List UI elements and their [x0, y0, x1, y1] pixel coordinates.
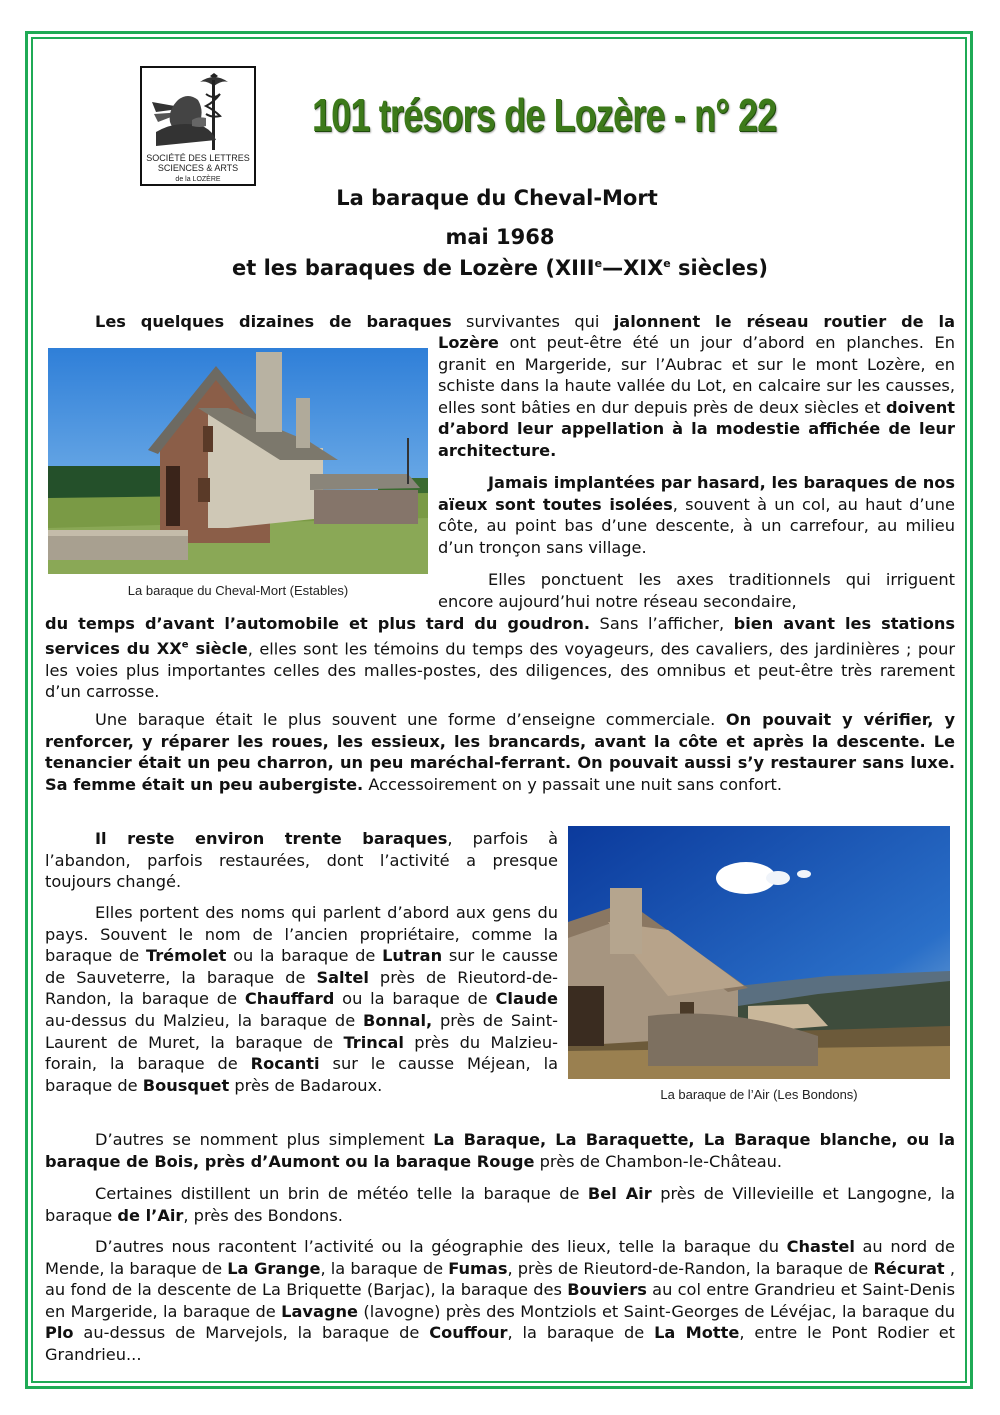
p6-text: ou la baraque de: [334, 989, 496, 1009]
p8-text-e: , près des Bondons.: [183, 1205, 343, 1225]
p6-name-saltel: Saltel: [316, 967, 369, 987]
p1-text-b: survivantes qui: [451, 312, 614, 331]
p9-name-couffour: Couffour: [429, 1323, 508, 1343]
p8-bold-air: de l’Air: [117, 1205, 184, 1225]
subtitle-sup-b: e: [663, 257, 671, 270]
p9-text: (lavogne) près des Montziols et Saint-Georges de Lévéjac, la baraque du: [357, 1301, 955, 1321]
subtitle-main: et les baraques de Lozère: [231, 256, 546, 280]
logo-text-line3: de la LOZÈRE: [175, 176, 221, 183]
p9-name-la-grange: La Grange: [227, 1258, 321, 1278]
p6-name-claude: Claude: [495, 989, 558, 1009]
p6-text: près de Saint-Laurent de Muret, la baraque de: [45, 1010, 558, 1052]
p9-text: , près de Rieutord-de-Randon, la baraque de: [507, 1258, 874, 1278]
p7-bold-b: La Baraque, La Baraquette, La Baraque blanche, ou la baraque de Bois, près d’Aumont ou la baraque Rouge: [45, 1130, 955, 1171]
paragraph-8: [45, 1183, 955, 1226]
p6-text: sur le causse de Sauveterre, la baraque de: [45, 946, 558, 987]
p9-text: , entre le Pont Rodier et Grandrieu...: [45, 1323, 955, 1364]
p6-text: ou la baraque de: [226, 946, 383, 966]
p9-text: , la baraque de: [320, 1258, 449, 1278]
p3-text-f: , elles sont les témoins du temps des voyageurs, des cavaliers, des jardinières ; pour les voies plus importantes celles des malles-postes, des diligences, des omnibus et peut-être très rarement d’un carrosse.: [45, 638, 955, 702]
p4-text-a: Une baraque était le plus souvent une forme d’enseigne commerciale.: [95, 710, 726, 729]
p8-text-c: près de Villevieille et Langogne, la baraque: [45, 1184, 956, 1225]
hermes-emblem-icon: [148, 72, 248, 152]
article-date: mai 1968: [445, 225, 555, 249]
p9-name-lavagne: Lavagne: [281, 1301, 358, 1321]
p7-text-c: près de Chambon-le-Château.: [534, 1151, 783, 1171]
paragraph-2: [438, 472, 955, 558]
paragraph-4: [45, 709, 955, 795]
photo-baraque-air-caption: La baraque de l’Air (Les Bondons): [660, 1087, 858, 1102]
paragraph-6: [45, 902, 558, 1096]
article-title: La baraque du Cheval-Mort: [336, 186, 658, 210]
p3-text-a: Elles ponctuent les axes traditionnels qui irriguent encore aujourd’hui notre réseau secondaire,: [438, 570, 955, 611]
p6-text: Elles portent des noms qui parlent d’abord aux gens du pays. Souvent le nom de l’ancien propriétaire, comme la baraque de: [45, 903, 558, 966]
subtitle-sup-a: e: [594, 257, 603, 270]
p9-name-la-motte: La Motte: [654, 1323, 740, 1343]
photo-cheval-mort: [48, 348, 428, 574]
subtitle-century-a: (XIII: [545, 256, 595, 280]
p6-text: sur le causse Méjean, la baraque de: [45, 1054, 559, 1095]
p6-name-bousquet: Bousquet: [142, 1075, 230, 1095]
p3-sup: e: [181, 639, 189, 651]
p6-name-rocanti: Rocanti: [250, 1054, 320, 1074]
p4-bold-b: On pouvait y vérifier, y renforcer, y réparer les roues, les essieux, les brancards, avant la côte et après la descente. Le tenancier était un peu charron, un peu maréchal-ferrant. On pouvait aussi s’y restaurer sans luxe. Sa femme était un peu aubergiste.: [45, 710, 955, 794]
p1-text-d: ont peut-être été un jour d’abord en planches. En granit en Margeride, sur l’Aubrac et sur le mont Lozère, en schiste dans la haute vallée du Lot, en calcaire sur les causses, elles sont bâties en dur depuis près de deux siècles et: [438, 333, 955, 417]
paragraph-5: [45, 828, 558, 893]
p5-bold-a: Il reste environ trente baraques: [95, 829, 448, 848]
p3-text-c: Sans l’afficher,: [590, 614, 734, 633]
p2-bold-a: Jamais implantées par hasard, les baraques de nos aïeux sont toutes isolées: [438, 473, 955, 514]
p9-text: au nord de Mende, la baraque de: [45, 1237, 955, 1278]
p4-text-c: Accessoirement on y passait une nuit sans confort.: [363, 774, 783, 794]
photo-baraque-air: [568, 826, 950, 1079]
p9-text: , au fond de la descente de La Briquette (Barjac), la baraque des: [45, 1258, 956, 1300]
p2-text-b: , souvent à un col, au haut d’une côte, au point bas d’une descente, à un carrefour, au milieu d’un tronçon sans village.: [438, 494, 956, 557]
paragraph-7: [45, 1129, 955, 1172]
p5-text-b: , parfois à l’abandon, parfois restaurées, dont l’activité a presque toujours changé.: [45, 829, 558, 892]
p9-text: , la baraque de: [507, 1323, 655, 1343]
p9-name-chastel: Chastel: [786, 1237, 855, 1256]
logo-text-line2: SCIENCES & ARTS: [157, 163, 239, 173]
p6-name-bonnal: Bonnal,: [363, 1010, 433, 1030]
subtitle-centuries: siècles): [670, 256, 768, 280]
paragraph-1-line1: [45, 311, 955, 333]
p1-bold-a: Les quelques dizaines de baraques: [95, 312, 452, 331]
p6-text: au-dessus du Malzieu, la baraque de: [45, 1010, 364, 1030]
paragraph-9: [45, 1236, 955, 1366]
p6-text: près de Badaroux.: [229, 1075, 383, 1095]
paragraph-1: [438, 332, 955, 462]
p1-bold-c: jalonnent le réseau routier de la: [613, 312, 955, 331]
p3-bold-e: siècle: [188, 638, 248, 658]
p3-bold-d-text: bien avant les stations services du XX: [45, 614, 955, 658]
p6-name-trincal: Trincal: [343, 1032, 404, 1052]
p7-text-a: D’autres se nomment plus simplement: [95, 1130, 434, 1149]
p6-name-lutran: Lutran: [382, 946, 443, 966]
paragraph-3-start: [438, 569, 955, 612]
p9-name-bouviers: Bouviers: [567, 1280, 647, 1300]
p6-name-chauffard: Chauffard: [244, 989, 335, 1009]
logo-text-line1: SOCIÉTÉ DES LETTRES: [146, 153, 250, 163]
paragraph-3: [45, 613, 955, 703]
p9-name-plo: Plo: [45, 1323, 74, 1343]
p1-bold-e: doivent d’abord leur appellation à la modestie affichée de leur architecture.: [438, 397, 955, 460]
p9-text: au col entre Grandrieu et Saint-Denis en Margeride, la baraque de: [45, 1280, 955, 1321]
p1-bold-lozere: Lozère: [438, 333, 499, 352]
photo-cheval-mort-caption: La baraque du Cheval-Mort (Estables): [127, 583, 349, 598]
p6-text: près du Malzieu-forain, la baraque de: [45, 1032, 558, 1074]
p8-bold-belair: Bel Air: [587, 1184, 652, 1203]
subtitle-century-b: —XIX: [602, 256, 664, 280]
p3-bold-b: du temps d’avant l’automobile et plus tard du goudron.: [45, 614, 591, 633]
article-subtitle: [0, 256, 1000, 280]
p9-text: D’autres nous racontent l’activité ou la géographie des lieux, telle la baraque du: [95, 1237, 787, 1256]
p9-name-recurat: Récurat: [873, 1258, 945, 1278]
society-logo: [140, 66, 256, 186]
series-title: 101 trésors de Lozère - n° 22: [312, 89, 777, 141]
p8-text-a: Certaines distillent un brin de météo telle la baraque de: [95, 1184, 588, 1203]
p6-text: près de Rieutord-de-Randon, la baraque de: [45, 967, 558, 1009]
p6-name-tremolet: Trémolet: [145, 946, 227, 966]
p9-text: au-dessus de Marvejols, la baraque de: [73, 1323, 430, 1343]
p9-name-fumas: Fumas: [448, 1258, 508, 1278]
